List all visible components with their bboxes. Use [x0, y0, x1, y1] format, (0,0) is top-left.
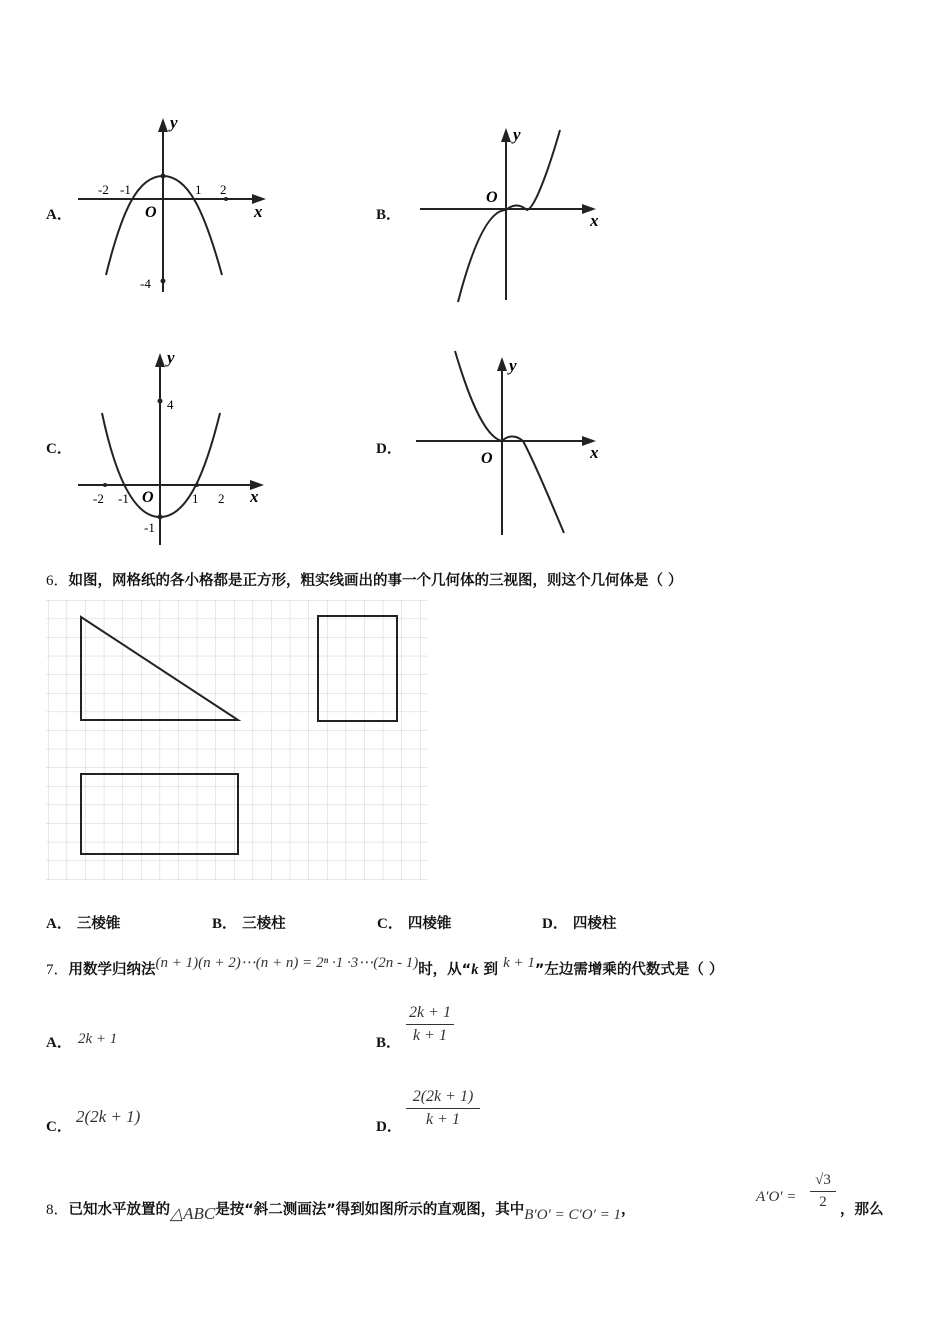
- question-number: 8．: [46, 1202, 69, 1218]
- origin-label: O: [142, 489, 154, 506]
- tick-label: -2: [93, 491, 104, 506]
- y-arrow: [497, 357, 507, 371]
- q7-option-d-label[interactable]: D．: [376, 1119, 402, 1135]
- question-number: 7．: [46, 962, 69, 978]
- triangle-abc: △ABC: [170, 1204, 216, 1223]
- graph-d: [410, 345, 610, 540]
- option-a-label: A．: [46, 207, 72, 223]
- q7-option-b-label[interactable]: B．: [376, 1035, 402, 1051]
- cubic-curve: [458, 130, 560, 302]
- q7-option-a-expr: 2k + 1: [78, 1031, 118, 1047]
- q7-option-b-fraction: 2k + 1 k + 1: [406, 1004, 454, 1045]
- y-label: y: [513, 125, 521, 144]
- x-label: x: [590, 211, 599, 230]
- q7-option-d-fraction: 2(2k + 1) k + 1: [406, 1088, 480, 1129]
- question-text: 如图，网格纸的各小格都是正方形，粗实线画出的事一个几何体的三视图，则这个几何体是（ ）: [68, 573, 683, 589]
- tick-label: 1: [195, 182, 202, 197]
- equation-bo-co: B′O′ = C′O′ = 1: [524, 1207, 621, 1223]
- q7-option-c-expr: 2(2k + 1): [76, 1107, 141, 1126]
- q6-option-b[interactable]: B． 三棱柱: [212, 916, 286, 932]
- graph-c: [70, 345, 280, 550]
- q7-option-c-label[interactable]: C．: [46, 1119, 72, 1135]
- question-8-tail: ，那么: [840, 1202, 884, 1218]
- value-label: -4: [140, 276, 151, 291]
- y-label: y: [170, 113, 178, 132]
- x-label: x: [254, 202, 263, 221]
- tick-label: -1: [120, 182, 131, 197]
- three-view-grid: [46, 600, 430, 882]
- tick-label: 1: [192, 491, 199, 506]
- origin-label: O: [486, 189, 498, 206]
- tick-label: 2: [218, 491, 225, 506]
- value-label: 4: [167, 397, 174, 412]
- option-b-label: B．: [376, 207, 402, 223]
- y-label: y: [167, 348, 175, 367]
- option-c-label: C．: [46, 441, 72, 457]
- q6-option-d[interactable]: D． 四棱柱: [542, 916, 617, 932]
- question-8: 8．已知水平放置的△ABC是按“斜二测画法”得到如图所示的直观图，其中B′O′ = C′O′ = 1，: [46, 1202, 636, 1223]
- sqrt3-over-2: √3 2: [810, 1172, 836, 1211]
- tick-label: -2: [98, 182, 109, 197]
- option-d-label: D．: [376, 441, 402, 457]
- origin-label: O: [481, 450, 493, 467]
- equation-ao: A′O′ =: [756, 1189, 797, 1205]
- x-label: x: [590, 443, 599, 462]
- graph-a: [70, 110, 280, 300]
- x-label: x: [250, 487, 259, 506]
- tick-label: -1: [118, 491, 129, 506]
- question-number: 6．: [46, 573, 69, 589]
- induction-formula: (n + 1)(n + 2)⋯(n + n) = 2ⁿ ·1 ·3⋯(2n - 1): [155, 955, 419, 971]
- question-6: [46, 569, 683, 590]
- value-label: -1: [144, 520, 155, 535]
- origin-label: O: [145, 204, 157, 221]
- q6-option-a[interactable]: A． 三棱锥: [46, 916, 121, 932]
- y-arrow: [501, 128, 511, 142]
- y-arrow: [155, 353, 165, 367]
- q7-option-a-label[interactable]: A．: [46, 1035, 72, 1051]
- tick-label: 2: [220, 182, 227, 197]
- y-arrow: [158, 118, 168, 132]
- graph-b: [410, 118, 610, 308]
- y-label: y: [509, 356, 517, 375]
- q6-option-c[interactable]: C． 四棱锥: [377, 916, 452, 932]
- question-7: 7．用数学归纳法(n + 1)(n + 2)⋯(n + n) = 2ⁿ ·1 ·3⋯(2n - 1)时，从“k 到 k + 1”左边需增乘的代数式是（ ）: [46, 955, 724, 978]
